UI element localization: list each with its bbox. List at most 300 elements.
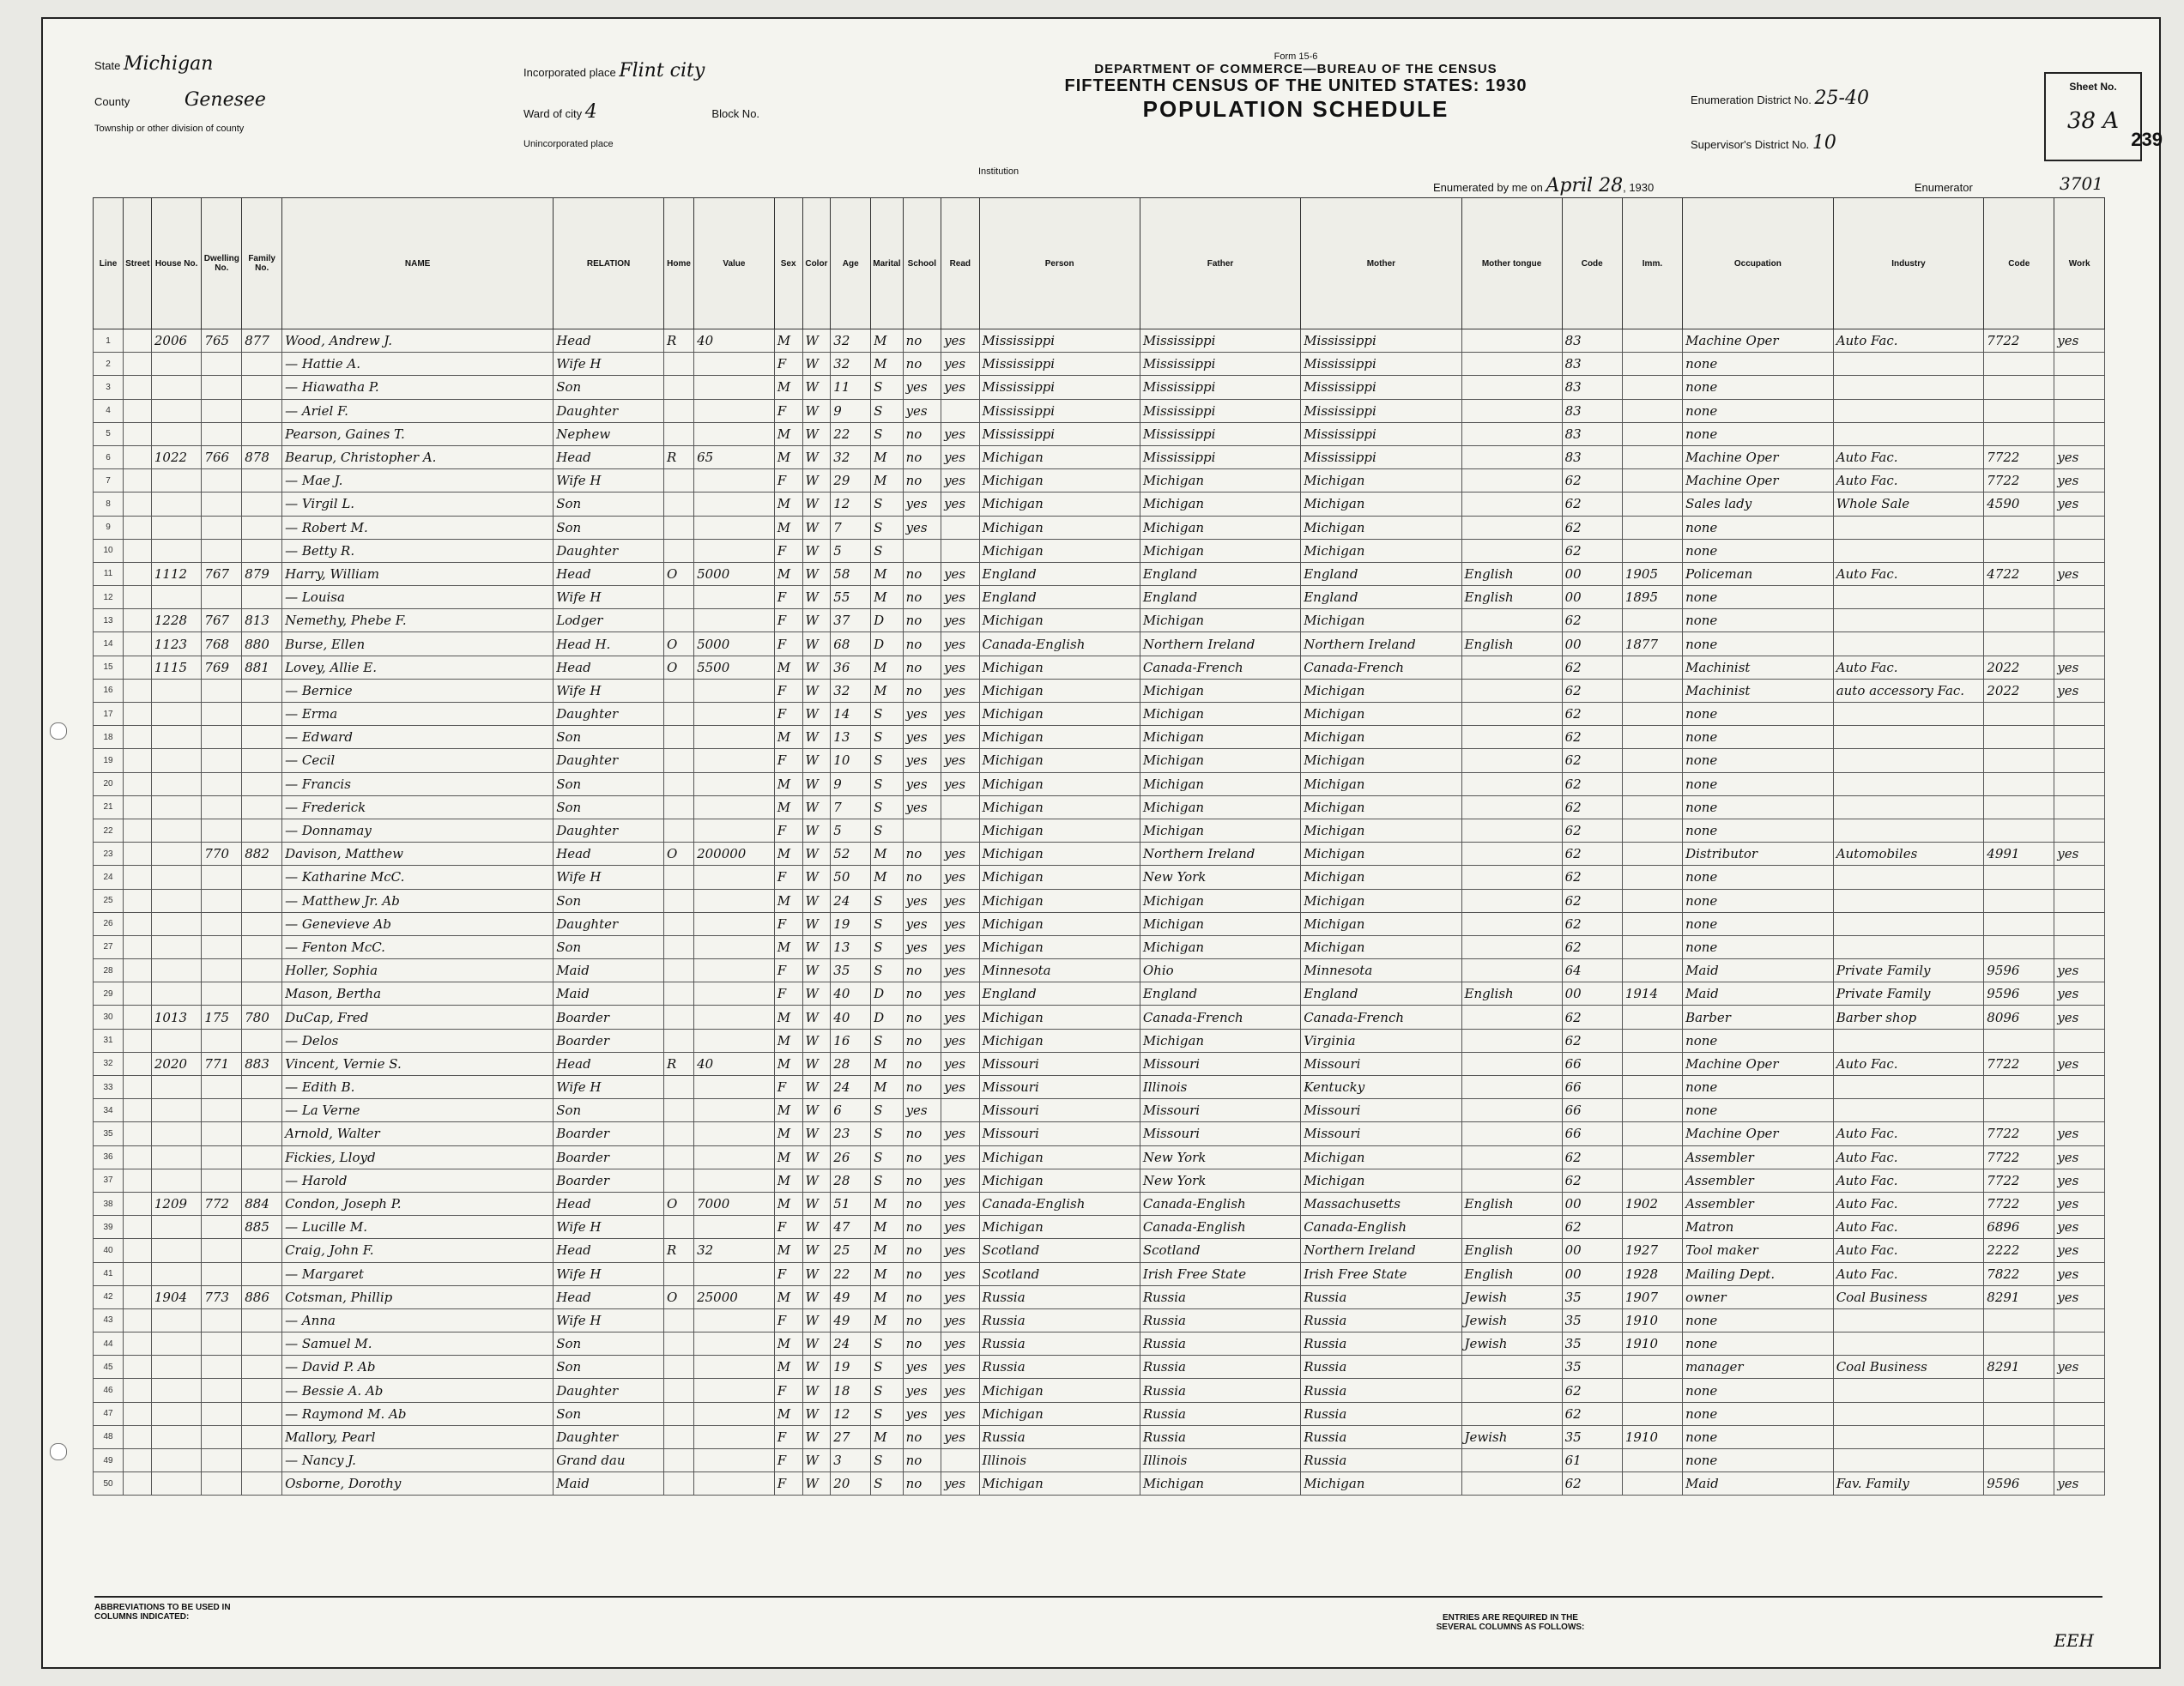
table-cell: Missouri	[979, 1076, 1140, 1099]
table-cell: W	[802, 795, 831, 819]
table-cell: 885	[242, 1216, 282, 1239]
table-cell: F	[774, 1449, 802, 1472]
table-cell: 62	[1562, 1402, 1622, 1425]
table-cell	[941, 399, 979, 422]
table-cell: Canada-French	[1140, 656, 1300, 679]
table-cell	[1622, 1029, 1682, 1052]
table-cell: yes	[941, 656, 979, 679]
table-cell: F	[774, 1076, 802, 1099]
table-cell	[151, 795, 202, 819]
table-cell	[124, 772, 152, 795]
table-cell	[1984, 1076, 2054, 1099]
table-cell: Holler, Sophia	[282, 959, 554, 982]
table-cell	[694, 1099, 775, 1122]
schedule-title: POPULATION SCHEDULE	[1142, 96, 1449, 122]
table-cell	[124, 935, 152, 958]
table-cell: 12	[831, 493, 871, 516]
table-cell: 878	[242, 445, 282, 468]
table-cell: none	[1683, 1449, 1834, 1472]
table-row	[94, 609, 2105, 632]
table-cell	[1461, 609, 1562, 632]
table-cell: Daughter	[554, 1379, 664, 1402]
table-cell	[242, 959, 282, 982]
table-cell: Mississippi	[1301, 353, 1461, 376]
table-cell: W	[802, 679, 831, 702]
table-cell	[1461, 749, 1562, 772]
table-row	[94, 399, 2105, 422]
table-cell: yes	[903, 1099, 941, 1122]
table-cell: Boarder	[554, 1169, 664, 1192]
table-cell	[1984, 935, 2054, 958]
table-cell	[242, 703, 282, 726]
table-cell: — Nancy J.	[282, 1449, 554, 1472]
table-cell: M	[774, 935, 802, 958]
table-cell: D	[871, 982, 903, 1006]
table-cell	[694, 1029, 775, 1052]
table-cell: M	[871, 1239, 903, 1262]
table-cell	[2054, 935, 2105, 958]
table-cell	[1461, 1216, 1562, 1239]
table-cell: Daughter	[554, 819, 664, 842]
column-header: Imm.	[1622, 198, 1682, 329]
table-cell: 68	[831, 632, 871, 656]
table-cell	[694, 493, 775, 516]
table-cell	[2054, 1308, 2105, 1332]
table-cell	[2054, 866, 2105, 889]
table-cell: 83	[1562, 376, 1622, 399]
table-cell	[1622, 1145, 1682, 1169]
table-cell	[1984, 819, 2054, 842]
table-cell: Mississippi	[1140, 376, 1300, 399]
table-cell: W	[802, 1099, 831, 1122]
table-cell	[1622, 1052, 1682, 1075]
table-cell	[124, 703, 152, 726]
census-sheet	[41, 17, 2161, 1669]
table-cell	[1833, 353, 1984, 376]
table-cell: yes	[941, 445, 979, 468]
table-cell	[151, 493, 202, 516]
table-cell: Wood, Andrew J.	[282, 329, 554, 353]
table-cell	[124, 516, 152, 539]
table-cell: 2022	[1984, 679, 2054, 702]
table-cell: no	[903, 1239, 941, 1262]
table-cell: 6	[831, 1099, 871, 1122]
table-cell	[242, 772, 282, 795]
table-cell: Maid	[1683, 982, 1834, 1006]
table-cell	[1461, 1029, 1562, 1052]
table-row	[94, 539, 2105, 562]
table-cell	[242, 1379, 282, 1402]
table-cell: R	[663, 1239, 693, 1262]
table-cell: Head	[554, 1052, 664, 1075]
table-cell	[694, 982, 775, 1006]
table-cell	[1622, 329, 1682, 353]
table-cell	[151, 1449, 202, 1472]
table-cell	[151, 469, 202, 493]
table-cell	[202, 959, 242, 982]
table-cell: 9596	[1984, 959, 2054, 982]
table-cell: — Edith B.	[282, 1076, 554, 1099]
table-cell: Son	[554, 1356, 664, 1379]
table-cell: O	[663, 1192, 693, 1215]
table-cell: Burse, Ellen	[282, 632, 554, 656]
table-cell	[1622, 1006, 1682, 1029]
table-cell: 3	[94, 376, 124, 399]
table-cell	[124, 1449, 152, 1472]
table-cell: no	[903, 1006, 941, 1029]
table-cell: Auto Fac.	[1833, 1145, 1984, 1169]
table-cell: W	[802, 469, 831, 493]
table-cell	[1984, 772, 2054, 795]
table-cell: M	[774, 889, 802, 912]
table-cell: yes	[903, 795, 941, 819]
table-cell: Michigan	[1301, 935, 1461, 958]
table-cell: 8291	[1984, 1285, 2054, 1308]
table-cell	[694, 959, 775, 982]
table-cell	[151, 726, 202, 749]
table-row	[94, 703, 2105, 726]
column-header: Read	[941, 198, 979, 329]
table-cell: no	[903, 1216, 941, 1239]
table-cell: Auto Fac.	[1833, 1052, 1984, 1075]
table-cell: Russia	[979, 1356, 1140, 1379]
table-cell: Michigan	[1140, 493, 1300, 516]
table-cell	[1622, 1402, 1682, 1425]
table-cell	[242, 1449, 282, 1472]
table-row	[94, 1192, 2105, 1215]
table-cell: O	[663, 562, 693, 585]
table-cell: 9	[831, 772, 871, 795]
table-cell: W	[802, 1076, 831, 1099]
table-cell	[242, 795, 282, 819]
table-cell: 47	[94, 1402, 124, 1425]
table-cell: Michigan	[1301, 843, 1461, 866]
table-cell: 38	[94, 1192, 124, 1215]
table-cell: M	[871, 1285, 903, 1308]
table-row	[94, 1145, 2105, 1169]
table-cell: 62	[1562, 1029, 1622, 1052]
table-cell: M	[774, 1006, 802, 1029]
table-cell	[941, 539, 979, 562]
table-header-row	[94, 198, 2105, 329]
table-cell: yes	[2054, 982, 2105, 1006]
table-cell	[663, 1006, 693, 1029]
table-cell	[1984, 866, 2054, 889]
table-cell: M	[871, 1216, 903, 1239]
table-cell: Russia	[979, 1285, 1140, 1308]
table-cell	[1461, 726, 1562, 749]
table-cell: Missouri	[1301, 1052, 1461, 1075]
table-cell	[2054, 353, 2105, 376]
table-cell: Wife H	[554, 1308, 664, 1332]
table-cell	[1833, 1379, 1984, 1402]
table-cell: S	[871, 935, 903, 958]
table-cell	[1984, 353, 2054, 376]
table-cell: 5000	[694, 562, 775, 585]
table-cell	[151, 1029, 202, 1052]
table-cell: none	[1683, 376, 1834, 399]
table-cell	[1833, 1402, 1984, 1425]
table-cell: Michigan	[1301, 866, 1461, 889]
table-cell: 2	[94, 353, 124, 376]
table-cell: Canada-English	[1140, 1216, 1300, 1239]
table-cell: Canada-English	[1301, 1216, 1461, 1239]
table-cell	[2054, 586, 2105, 609]
table-row	[94, 1006, 2105, 1029]
table-cell: Mississippi	[1301, 445, 1461, 468]
table-cell	[124, 959, 152, 982]
table-cell: Head	[554, 1239, 664, 1262]
table-cell: no	[903, 1029, 941, 1052]
column-header: Family No.	[242, 198, 282, 329]
table-cell: Head H.	[554, 632, 664, 656]
table-cell	[151, 1379, 202, 1402]
table-cell: English	[1461, 632, 1562, 656]
table-cell	[1461, 795, 1562, 819]
table-cell: none	[1683, 726, 1834, 749]
table-row	[94, 1262, 2105, 1285]
table-cell	[1622, 399, 1682, 422]
table-cell: 26	[831, 1145, 871, 1169]
table-cell: yes	[941, 353, 979, 376]
table-cell: Daughter	[554, 539, 664, 562]
table-row	[94, 329, 2105, 353]
table-cell: yes	[903, 399, 941, 422]
table-cell: yes	[2054, 469, 2105, 493]
table-cell: Machine Oper	[1683, 1052, 1834, 1075]
table-cell: Minnesota	[979, 959, 1140, 982]
table-cell: Mississippi	[1140, 329, 1300, 353]
table-cell	[1461, 772, 1562, 795]
department-title: DEPARTMENT OF COMMERCE—BUREAU OF THE CENSUS	[1094, 62, 1497, 76]
table-cell	[1461, 399, 1562, 422]
table-row	[94, 353, 2105, 376]
table-cell: 83	[1562, 445, 1622, 468]
table-cell: 32	[831, 329, 871, 353]
table-cell	[124, 1402, 152, 1425]
table-cell	[1461, 353, 1562, 376]
table-cell: S	[871, 1332, 903, 1356]
table-row	[94, 889, 2105, 912]
table-cell	[151, 772, 202, 795]
table-cell: yes	[903, 493, 941, 516]
table-cell: England	[1140, 586, 1300, 609]
table-cell	[1984, 1099, 2054, 1122]
table-cell	[242, 819, 282, 842]
table-cell: 29	[94, 982, 124, 1006]
table-cell: Michigan	[1140, 679, 1300, 702]
table-cell: 00	[1562, 1239, 1622, 1262]
table-cell	[124, 656, 152, 679]
table-cell	[124, 819, 152, 842]
table-cell	[694, 1145, 775, 1169]
table-cell: none	[1683, 539, 1834, 562]
table-cell	[124, 1356, 152, 1379]
table-cell: yes	[941, 609, 979, 632]
table-cell	[202, 1356, 242, 1379]
table-cell: W	[802, 632, 831, 656]
table-cell	[124, 1379, 152, 1402]
table-cell: W	[802, 912, 831, 935]
table-cell: none	[1683, 586, 1834, 609]
punch-hole	[50, 722, 67, 740]
table-row	[94, 1122, 2105, 1145]
table-cell	[694, 376, 775, 399]
table-cell: England	[979, 982, 1140, 1006]
table-cell: Machine Oper	[1683, 1122, 1834, 1145]
table-cell	[202, 539, 242, 562]
table-cell: 64	[1562, 959, 1622, 982]
table-cell	[694, 353, 775, 376]
table-cell: yes	[2054, 1216, 2105, 1239]
table-cell: M	[871, 469, 903, 493]
table-cell	[124, 376, 152, 399]
table-cell	[2054, 1379, 2105, 1402]
table-cell: Michigan	[979, 819, 1140, 842]
table-cell: 35	[94, 1122, 124, 1145]
table-cell	[202, 1308, 242, 1332]
table-cell: 36	[831, 656, 871, 679]
table-cell	[1622, 1099, 1682, 1122]
table-cell: yes	[941, 1029, 979, 1052]
table-cell: 83	[1562, 329, 1622, 353]
table-cell: M	[774, 843, 802, 866]
table-cell: R	[663, 445, 693, 468]
table-cell: Wife H	[554, 469, 664, 493]
table-cell: Michigan	[1140, 1472, 1300, 1496]
table-cell: Michigan	[979, 1029, 1140, 1052]
table-cell	[1622, 1379, 1682, 1402]
table-row	[94, 772, 2105, 795]
table-cell: Mississippi	[1301, 329, 1461, 353]
column-header: School	[903, 198, 941, 329]
table-cell: Russia	[1301, 1425, 1461, 1448]
table-cell	[694, 726, 775, 749]
table-cell: 1112	[151, 562, 202, 585]
table-cell: M	[774, 1332, 802, 1356]
table-cell: M	[774, 1029, 802, 1052]
table-cell	[663, 1122, 693, 1145]
table-cell: 41	[94, 1262, 124, 1285]
table-cell: Russia	[1301, 1285, 1461, 1308]
table-cell: no	[903, 959, 941, 982]
table-cell	[1984, 726, 2054, 749]
table-cell	[242, 912, 282, 935]
table-cell: yes	[903, 726, 941, 749]
table-cell: Michigan	[979, 609, 1140, 632]
table-cell: Barber	[1683, 1006, 1834, 1029]
table-cell	[124, 1076, 152, 1099]
table-cell: M	[774, 493, 802, 516]
table-cell: yes	[941, 679, 979, 702]
table-cell: F	[774, 1262, 802, 1285]
table-cell	[124, 562, 152, 585]
table-cell: 1910	[1622, 1308, 1682, 1332]
table-cell: Boarder	[554, 1145, 664, 1169]
table-cell	[151, 1472, 202, 1496]
table-cell	[941, 1099, 979, 1122]
table-cell	[1461, 912, 1562, 935]
table-row	[94, 1099, 2105, 1122]
table-cell	[663, 469, 693, 493]
table-cell: Michigan	[1140, 772, 1300, 795]
table-cell: 37	[94, 1169, 124, 1192]
table-cell: Barber shop	[1833, 1006, 1984, 1029]
table-cell: 18	[831, 1379, 871, 1402]
table-cell: 14	[831, 703, 871, 726]
table-cell: Russia	[979, 1425, 1140, 1448]
table-cell	[2054, 726, 2105, 749]
table-cell: none	[1683, 609, 1834, 632]
table-cell: W	[802, 399, 831, 422]
table-cell	[663, 516, 693, 539]
table-cell	[202, 795, 242, 819]
table-cell: Assembler	[1683, 1145, 1834, 1169]
table-cell	[124, 586, 152, 609]
table-cell	[1461, 539, 1562, 562]
table-cell: Michigan	[979, 469, 1140, 493]
table-cell: 62	[1562, 866, 1622, 889]
table-cell: M	[871, 1076, 903, 1099]
table-cell: no	[903, 562, 941, 585]
table-cell: owner	[1683, 1285, 1834, 1308]
table-cell	[242, 1122, 282, 1145]
table-cell: 00	[1562, 1262, 1622, 1285]
table-cell: 10	[831, 749, 871, 772]
table-cell	[1461, 422, 1562, 445]
table-cell: Daughter	[554, 1425, 664, 1448]
table-cell: M	[774, 1356, 802, 1379]
table-cell: Virginia	[1301, 1029, 1461, 1052]
unincorporated-field: Unincorporated place	[523, 139, 614, 149]
table-cell	[694, 889, 775, 912]
table-cell: 884	[242, 1192, 282, 1215]
table-cell: 9596	[1984, 1472, 2054, 1496]
table-cell: S	[871, 1169, 903, 1192]
table-cell	[1622, 1472, 1682, 1496]
table-cell	[151, 866, 202, 889]
table-row	[94, 1449, 2105, 1472]
table-cell: none	[1683, 399, 1834, 422]
table-cell: W	[802, 866, 831, 889]
table-cell: W	[802, 376, 831, 399]
table-cell: Michigan	[1301, 912, 1461, 935]
table-cell: Michigan	[979, 726, 1140, 749]
table-cell	[242, 539, 282, 562]
table-cell: — Katharine McC.	[282, 866, 554, 889]
table-cell: 28	[831, 1052, 871, 1075]
table-cell: W	[802, 656, 831, 679]
table-cell: Davison, Matthew	[282, 843, 554, 866]
table-cell	[1833, 1076, 1984, 1099]
table-cell: Boarder	[554, 1006, 664, 1029]
table-cell: yes	[2054, 1122, 2105, 1145]
table-row	[94, 795, 2105, 819]
table-cell: Mallory, Pearl	[282, 1425, 554, 1448]
table-cell: English	[1461, 1262, 1562, 1285]
table-cell: M	[774, 329, 802, 353]
table-cell	[1622, 445, 1682, 468]
table-cell	[124, 1122, 152, 1145]
table-cell	[151, 749, 202, 772]
table-cell: Michigan	[979, 795, 1140, 819]
table-cell: Scotland	[979, 1262, 1140, 1285]
table-cell: no	[903, 632, 941, 656]
table-cell: — Hiawatha P.	[282, 376, 554, 399]
table-cell: yes	[903, 912, 941, 935]
table-cell	[1833, 866, 1984, 889]
table-cell: yes	[903, 1402, 941, 1425]
